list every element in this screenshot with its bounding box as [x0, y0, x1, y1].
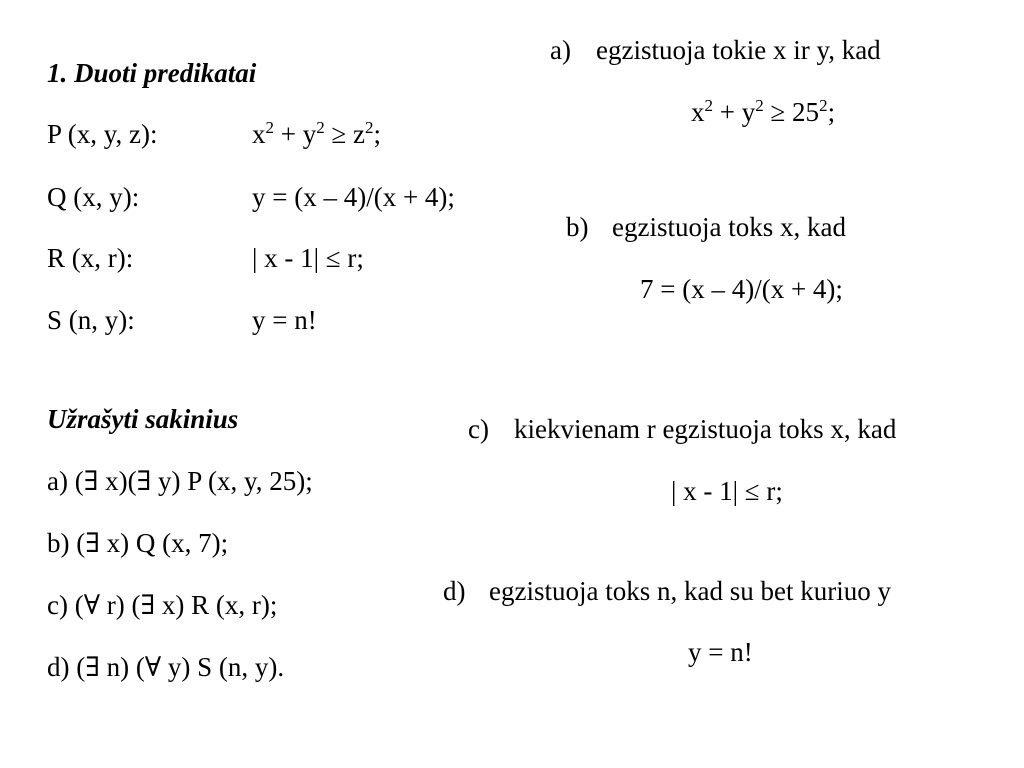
predicate-s-row [47, 307, 317, 334]
predicate-r-row [47, 245, 364, 272]
predicate-r-formula: | x - 1| ≤ r; [252, 243, 364, 273]
answer-c-marker: c) [468, 414, 489, 444]
predicate-p-formula: $x^2 + y^2 \ge z^2$; [252, 118, 382, 149]
predicate-s-formula: y = n! [252, 305, 317, 335]
predicate-q-row [47, 184, 455, 211]
answer-d-marker: d) [443, 576, 466, 606]
predicate-p-row [47, 118, 382, 149]
answer-d-line [443, 578, 891, 605]
predicate-s-label: S (n, y): [47, 305, 135, 335]
predicates-heading: 1. Duoti predikatai [47, 58, 257, 88]
answer-b-line [566, 214, 846, 241]
answer-b-text: egzistuoja toks x, kad [612, 212, 846, 242]
answer-c-formula: | x - 1| ≤ r; [671, 476, 783, 506]
predicate-q-label: Q (x, y): [47, 182, 140, 212]
sentence-a: a) (∃ x)(∃ y) P (x, y, 25); [47, 466, 313, 496]
answer-c-line [468, 416, 896, 443]
answer-d-text: egzistuoja toks n, kad su bet kuriuo y [489, 576, 891, 606]
predicate-q-formula: y = (x – 4)/(x + 4); [252, 182, 455, 212]
sentences-heading: Užrašyti sakinius [47, 404, 239, 434]
answer-a-marker: a) [550, 35, 571, 65]
sentence-c: c) (∀ r) (∃ x) R (x, r); [47, 590, 278, 620]
sentence-d: d) (∃ n) (∀ y) S (n, y). [47, 652, 285, 682]
answer-c-text: kiekvienam r egzistuoja toks x, kad [514, 414, 897, 444]
answer-a-formula: $x^2 + y^2 \ge 25^2$; [691, 96, 836, 127]
answer-a-line [550, 37, 881, 64]
answer-b-marker: b) [566, 212, 589, 242]
sentence-b: b) (∃ x) Q (x, 7); [47, 528, 229, 558]
answer-d-formula: y = n! [688, 637, 753, 667]
answer-b-formula: 7 = (x – 4)/(x + 4); [640, 274, 843, 304]
predicate-r-label: R (x, r): [47, 243, 134, 273]
answer-a-text: egzistuoja tokie x ir y, kad [596, 35, 881, 65]
predicate-p-label: P (x, y, z): [47, 119, 158, 149]
